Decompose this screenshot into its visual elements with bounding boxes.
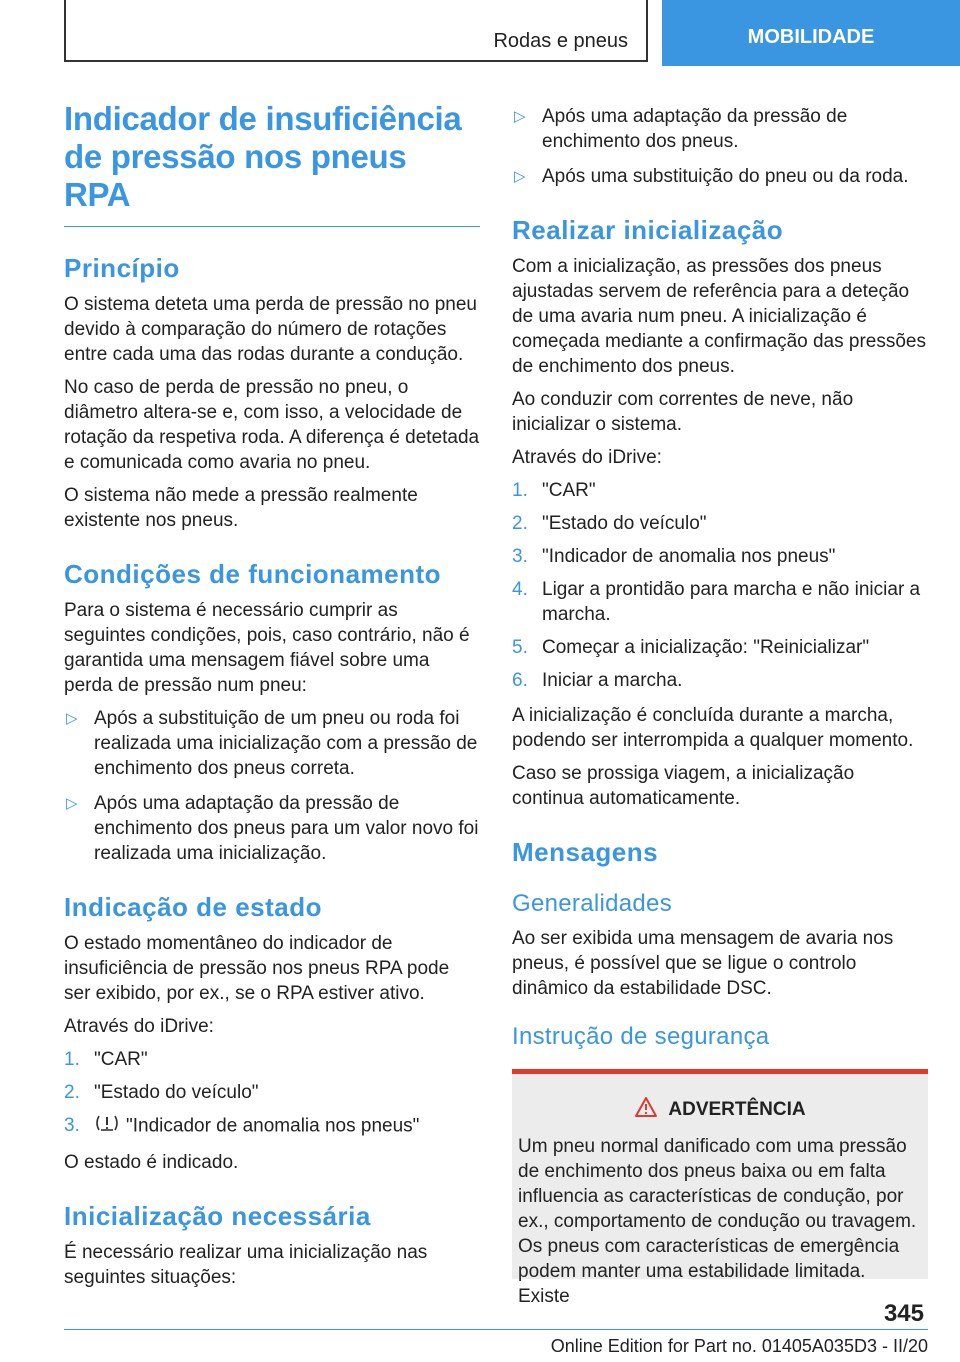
- list-item: ▷ Após uma adaptação da pressão de enchimento dos pneus para um valor novo foi realizada uma inicialização.: [66, 793, 479, 864]
- paragraph: Com a inicialização, as pressões dos pneus ajustadas servem de referência para a deteção de uma avaria num pneu. A inicialização é começada mediante a confirmação das pressões de enchimento dos pneus.: [512, 256, 927, 377]
- list-item: 1. "CAR": [512, 480, 596, 501]
- heading-init-needed: Inicialização necessária: [64, 1201, 371, 1231]
- tire-warning-icon: [94, 1113, 120, 1140]
- left-column: [64, 100, 480, 1298]
- page-header: [0, 0, 960, 66]
- page-number: 345: [883, 1300, 924, 1327]
- paragraph: Caso se prossiga viagem, a inicialização continua automaticamente.: [512, 763, 855, 809]
- paragraph: No caso de perda de pressão no pneu, o diâmetro altera-se e, com isso, a velocidade de rotação da respetiva roda. A diferença é detetada e comunicada como avaria no pneu.: [64, 377, 480, 473]
- paragraph: O sistema deteta uma perda de pressão no pneu devido à comparação do número de rotações entre cada uma das rodas durante a condução.: [64, 294, 477, 365]
- warning-box: [512, 1069, 928, 1307]
- list-item: 3. "Indicador de anomalia nos pneus": [64, 1113, 480, 1140]
- triangle-bullet-icon: ▷: [66, 710, 78, 727]
- paragraph: Através do iDrive:: [64, 1016, 214, 1037]
- heading-conditions: Condições de funcionamento: [64, 559, 442, 589]
- paragraph: A inicialização é concluída durante a marcha, podendo ser interrompida a qualquer momento.: [512, 705, 914, 751]
- list-item: 3. "Indicador de anomalia nos pneus": [512, 546, 836, 567]
- perform-steps: [512, 478, 928, 693]
- heading-messages: Mensagens: [512, 837, 659, 867]
- list-item: 5. Começar a inicialização: "Reinicializar": [512, 637, 870, 658]
- header-chapter-tab[interactable]: MOBILIDADE: [662, 0, 960, 66]
- heading-general: Generalidades: [512, 890, 673, 917]
- heading-perform-init: Realizar inicialização: [512, 215, 784, 245]
- paragraph: Através do iDrive:: [512, 447, 662, 468]
- list-item: ▷ Após a substituição de um pneu ou roda foi realizada uma inicialização com a pressão de enchimento dos pneus correta.: [66, 708, 478, 779]
- heading-status: Indicação de estado: [64, 892, 323, 922]
- title-rule: [64, 226, 480, 227]
- conditions-list: [64, 706, 480, 866]
- paragraph: Ao conduzir com correntes de neve, não inicializar o sistema.: [512, 389, 854, 435]
- list-item: 2. "Estado do veículo": [512, 513, 707, 534]
- paragraph: É necessário realizar uma inicialização nas seguintes situações:: [64, 1242, 428, 1288]
- header-section-title: Rodas e pneus: [493, 30, 628, 52]
- warning-title: ADVERTÊNCIA: [518, 1096, 922, 1124]
- page-title-line2: de pressão nos pneus RPA: [64, 138, 407, 213]
- right-column: [512, 100, 928, 1307]
- header-section-box: [64, 0, 648, 62]
- page-title-line1: Indicador de insuficiência: [64, 100, 462, 137]
- list-item: ▷ Após uma adaptação da pressão de enchimento dos pneus.: [514, 106, 848, 152]
- init-situations-list: [512, 104, 928, 189]
- list-item: 4. Ligar a prontidão para marcha e não iniciar a marcha.: [512, 579, 921, 625]
- status-steps: [64, 1047, 480, 1140]
- list-item: 2. "Estado do veículo": [64, 1082, 259, 1103]
- list-item: 6. Iniciar a marcha.: [512, 670, 683, 691]
- list-item: ▷ Após uma substituição do pneu ou da roda.: [514, 166, 909, 187]
- triangle-bullet-icon: ▷: [514, 168, 526, 185]
- footer-rule: [64, 1329, 928, 1330]
- page-title: [64, 100, 480, 214]
- heading-principle: Princípio: [64, 253, 180, 283]
- triangle-bullet-icon: ▷: [66, 795, 78, 812]
- warning-text: Um pneu normal danificado com uma pressão de enchimento dos pneus baixa ou em falta influencia as características de condução, por ex., comportamento de condução ou travagem. Os pneus com características de emergência podem manter uma estabilidade limitada. Existe: [518, 1136, 917, 1307]
- warning-triangle-icon: [634, 1096, 658, 1124]
- heading-safety: Instrução de segurança: [512, 1023, 770, 1050]
- list-item: 1. "CAR": [64, 1049, 148, 1070]
- paragraph: O estado é indicado.: [64, 1152, 239, 1173]
- triangle-bullet-icon: ▷: [514, 108, 526, 125]
- paragraph: Ao ser exibida uma mensagem de avaria nos pneus, é possível que se ligue o controlo dinâmico da estabilidade DSC.: [512, 928, 894, 999]
- paragraph: Para o sistema é necessário cumprir as seguintes condições, pois, caso contrário, não é garantida uma mensagem fiável sobre uma perda de pressão num pneu:: [64, 600, 470, 696]
- paragraph: O sistema não mede a pressão realmente existente nos pneus.: [64, 485, 418, 531]
- paragraph: O estado momentâneo do indicador de insuficiência de pressão nos pneus RPA pode ser exibido, por ex., se o RPA estiver ativo.: [64, 933, 450, 1004]
- edition-line: Online Edition for Part no. 01405A035D3 - II/20: [550, 1336, 928, 1356]
